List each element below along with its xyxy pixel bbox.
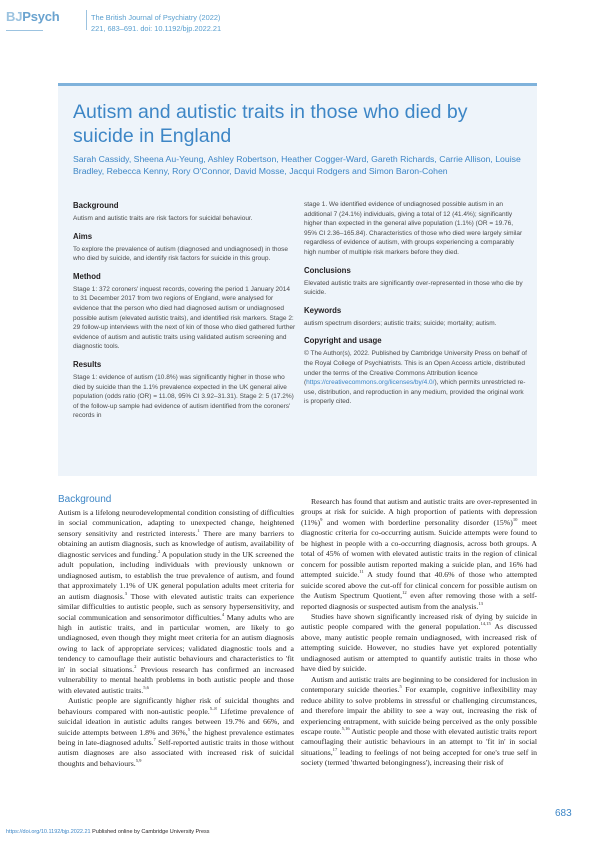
body-paragraph: Studies have shown significantly increased risk of dying by suicide in autistic people compared with the general population.$^{14,15}$ As discussed above, many autistic people remain undiagnosed, with increased risk of attempting suicide. However, no studies have yet explored potentially undiagnosed autism or attempted to quantify autistic traits in those who have died by suicide. [301, 611, 537, 674]
journal-logo [6, 9, 60, 24]
header-divider [86, 10, 87, 30]
abstract-results-continued: stage 1. We identified evidence of undiagnosed possible autism in an additional 7 (24.1%) individuals, giving a total of 12 (41.4%); significantly higher than expected in the general alive population (1.1%) (OR = 19.76, 95% CI 2.36–165.84). Characteristics of those who died were largely similar regardless of evidence of autism, with groups experiencing a comparably high number of multiple risk markers before they died. [304, 201, 523, 256]
logo-underline [6, 30, 43, 31]
published-by: Published online by Cambridge University Press [90, 829, 210, 835]
abstract-keywords-text: autism spectrum disorders; autistic traits; suicide; mortality; autism. [304, 319, 497, 327]
abstract-copyright-heading: Copyright and usage [304, 336, 382, 346]
logo-psych: Psych [22, 9, 60, 24]
license-link[interactable]: https://creativecommons.org/licenses/by/4.0/ [306, 379, 435, 387]
abstract-box-top-rule [58, 83, 537, 86]
abstract-background-text: Autism and autistic traits are risk factors for suicidal behaviour. [73, 215, 253, 222]
abstract-results-heading: Results [73, 359, 102, 369]
footer-line [6, 829, 210, 835]
doi-link[interactable]: https://doi.org/10.1192/bjp.2022.21 [6, 829, 91, 835]
abstract-copyright-text [304, 349, 527, 407]
abstract-left-column [73, 201, 296, 429]
copyright-text-end: ), which permits unrestricted re-use, distribution, and reproduction in any medium, provided the original work is properly cited. [304, 379, 526, 406]
body-paragraph: Autism is a lifelong neurodevelopmental condition consisting of difficulties in social communication, adapting to unexpected change, heightened sensory sensitivity and restricted interests.$^1$ There are many barriers to obtaining an autism diagnosis, such as knowledge of autism, availability of diagnostic services and funding.$^2$ A population study in the UK screened the adult population, including individuals with previously unknown or undiagnosed autism, to establish the true prevalence of autism, and found that approximately 1.1% of UK general population adults meet criteria for an autism diagnosis.$^3$ Those with elevated autistic traits can experience similar difficulties to autistic people, such as sensory hypersensitivity, and social communication and sensorimotor difficulties.$^4$ Many adults who are high in autistic traits, and in particular women, are likely to go undiagnosed, even though they might meet criteria for an autism diagnosis owing to lack of appropriate services; validated diagnostic tools and a tendency to camouflage their autistic behaviours and characteristics to 'fit in' in social situations.$^2$ Previous research has confirmed an increased vulnerability to mental health problems in both autistic people and those with elevated autistic traits.$^{5,6}$ [58, 508, 294, 695]
body-paragraph: Autistic people are significantly higher risk of suicidal thoughts and behaviours compared with non-autistic people.$^{5-8}$ Lifetime prevalence of suicidal ideation in autistic adults ranges between 19.7% and 66%, and suicide attempts between 1.8% and 36%,$^5$ the highest prevalence estimates being in late-diagnosed adults.$^7$ Self-reported autistic traits in those without autism diagnoses are also associated with increased risk of suicidal thoughts and behaviours.$^{5,9}$ [58, 696, 294, 768]
article-title: Autism and autistic traits in those who died by suicide in England [73, 101, 468, 147]
body-paragraph: Research has found that autism and autistic traits are over-represented in groups at risk for suicide. A high proportion of patients with depression $(11\%)^9$ and women with borderline personality disorder $(15\%)^{10}$ meet diagnostic criteria for co-occurring autism. Suicide attempts were found to be highest in people with a co-occurring diagnosis, across both groups. A total of 45% of women with elevated autistic traits in the region of clinical concern for possible autism reported making a suicide plan, and 16% had attempted suicide.$^{11}$ A study found that 40.6% of those who attempted suicide scored above the cut-off for clinical concern for possible autism on the Autism Spectrum Quotient,$^{12}$ even after removing those with a self-reported diagnosis or suspected autism from the analysis.$^{13}$ [301, 497, 538, 611]
abstract-background-heading: Background [73, 201, 119, 210]
page-number: 683 [555, 808, 572, 819]
journal-citation [91, 12, 221, 34]
abstract-keywords-heading: Keywords [304, 305, 342, 315]
article-authors: Sarah Cassidy, Sheena Au-Yeung, Ashley Robertson, Heather Cogger-Ward, Gareth Richards, Carrie Allison, Louise Bradley, Rebecca Kenny, Rory O'Connor, David Mosse, Jacqui Rodgers and Simon Baron-Cohen [73, 154, 521, 176]
body-right-column [301, 497, 537, 769]
logo-bj: BJ [6, 9, 23, 24]
abstract-conclusions-text: Elevated autistic traits are significantly over-represented in those who die by suicide. [304, 279, 523, 297]
abstract-results-text: Stage 1: evidence of autism (10.8%) was significantly higher in those who died by suicide than the 1.1% prevalence expected in the UK general alive population (odds ratio (OR) = 11.08, 95% CI 3.92–31.31). Stage 2: 5 (17.2%) of the follow-up sample had evidence of autism identified from the coroners' records in [73, 373, 294, 420]
journal-name: The British Journal of Psychiatry (2022) [91, 13, 221, 22]
journal-volume-doi: 221, 683–691. doi: 10.1192/bjp.2022.21 [91, 24, 222, 33]
copyright-text-start: © The Author(s), 2022. Published by Cambridge University Press on behalf of the Royal College of Psychiatrists. This is an Open Access article, distributed under the terms of the Creative Commons Attribution licence ( [304, 350, 527, 387]
abstract-right-column [304, 200, 527, 415]
section-heading-background: Background [58, 494, 112, 505]
abstract-aims-text: To explore the prevalence of autism (diagnosed and undiagnosed) in those who died by suicide, and identify risk factors for suicide in this group. [73, 245, 289, 263]
abstract-method-heading: Method [73, 271, 101, 281]
body-paragraph: Autism and autistic traits are beginning to be considered for inclusion in contemporary suicide theories.$^5$ For example, cognitive inflexibility may reduce ability to solve problems in stressful or challenging circumstances, and therefore impair the ability to see a way out, increasing the risk of experiencing entrapment, with suicide being perceived as the only possible escape route.$^{5,16}$ Autistic people and those with elevated autistic traits report camouflaging their autistic behaviours in an attempt to 'fit in' in social situations,$^{17}$ leading to feelings of not being accepted for one's true self in society (termed 'thwarted belongingness'), increasing their risk of [301, 674, 537, 768]
abstract-conclusions-heading: Conclusions [304, 265, 351, 275]
body-left-column [58, 508, 294, 769]
abstract-aims-heading: Aims [73, 231, 93, 241]
abstract-method-text: Stage 1: 372 coroners' inquest records, covering the period 1 January 2014 to 31 December 2017 from two regions of England, were analysed for evidence that the person who died had diagnosed autism or undiagnosed possible autism (elevated autistic traits), and identified risk markers. Stage 2: 29 follow-up interviews with the next of kin of those who died gathered further evidence of autism and autistic traits using validated autism screening and diagnostic tools. [73, 285, 296, 351]
